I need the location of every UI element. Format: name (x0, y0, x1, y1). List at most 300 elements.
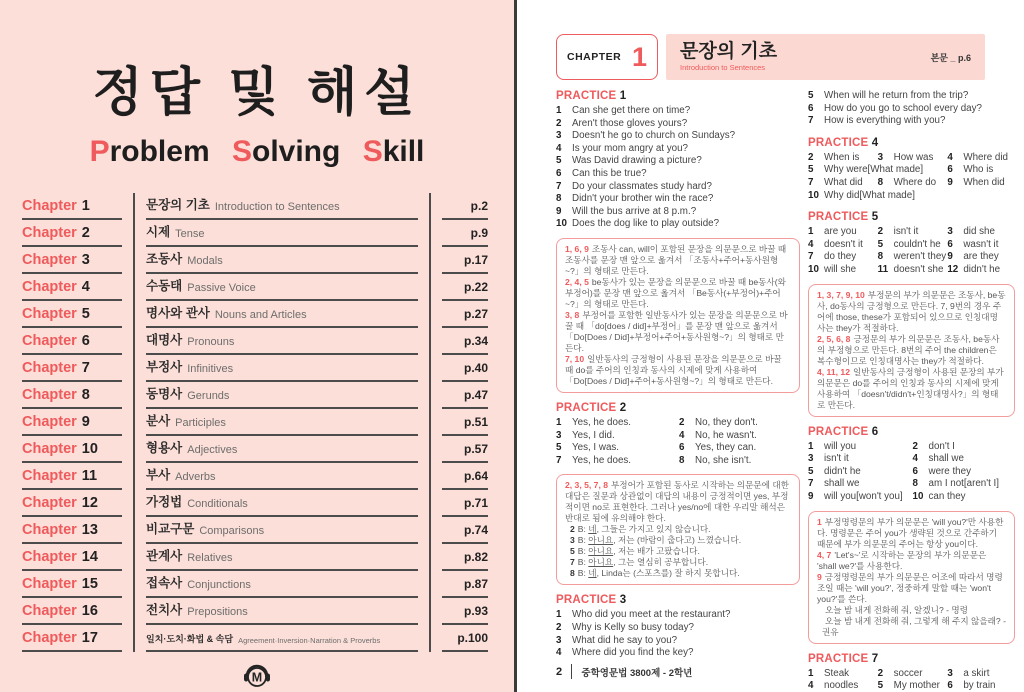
practice-1-heading: PRACTICE 1 (556, 90, 627, 102)
referenced-item-numbers: 1, 3, 7, 9, 10 (817, 289, 865, 300)
explanation-segments (817, 290, 1006, 411)
practice-4-answers (808, 152, 1015, 202)
answer-item (808, 226, 876, 239)
answer-number: 7 (808, 251, 814, 263)
toc-title-korean: 수동태 (146, 279, 183, 293)
toc-vertical-rule (429, 490, 431, 517)
answer-number: 4 (679, 429, 685, 441)
toc-page-cell: p.82 (442, 544, 488, 571)
answer-text: No, he wasn't. (695, 429, 757, 441)
underlined-word: 네 (588, 568, 597, 579)
answer-number: 9 (556, 205, 562, 217)
answer-number: 3 (556, 634, 562, 646)
toc-title-english: Adjectives (187, 444, 238, 456)
toc-page-cell: p.71 (442, 490, 488, 517)
answer-item (878, 239, 946, 252)
practice-6-section (808, 426, 1015, 504)
answer-number: 4 (808, 238, 814, 250)
toc-chapter-number: 9 (81, 414, 90, 430)
toc-title-cell (146, 247, 418, 274)
referenced-item-numbers: 2, 4, 5 (565, 276, 589, 287)
answer-text: Where did (963, 151, 1008, 163)
practice-3-section (556, 594, 800, 659)
answer-item (808, 264, 876, 277)
answer-item (947, 164, 1015, 177)
toc-vertical-rule (429, 625, 431, 652)
toc-vertical-rule (429, 409, 431, 436)
toc-chapter-label: Chapter (22, 333, 77, 349)
answer-text: a skirt (963, 667, 990, 679)
answer-item (679, 442, 800, 455)
toc-chapter-cell (22, 193, 122, 220)
practice-5-answers (808, 226, 1015, 276)
practice-1-answers (556, 105, 800, 231)
answer-text: Who did you meet at the restaurant? (572, 609, 731, 621)
answer-text: Can she get there on time? (572, 105, 691, 116)
toc-title-korean: 동명사 (146, 387, 183, 401)
answer-text: Will the bus arrive at 8 p.m.? (572, 205, 697, 217)
toc-vertical-rule (429, 328, 431, 355)
answer-number: 3 (877, 151, 884, 163)
answer-item (556, 193, 800, 206)
toc-row (22, 571, 488, 598)
explanation-segment (817, 334, 1006, 367)
series-title-initial: S (231, 135, 252, 168)
answer-text: How do you go to school every day? (824, 102, 982, 114)
footer-page-number: 2 (556, 665, 563, 678)
answer-item (947, 177, 1015, 190)
answer-text: do they (824, 251, 857, 263)
toc-chapter-number: 7 (81, 360, 90, 376)
answer-text: Where did you find the key? (572, 647, 694, 659)
answer-text: Yes, I did. (572, 429, 615, 441)
referenced-item-numbers: 9 (817, 571, 822, 582)
answer-number: 1 (808, 667, 814, 679)
series-title-rest: roblem (109, 135, 210, 168)
practice-2-answers (556, 417, 800, 467)
toc-title-english: Conjunctions (187, 579, 251, 591)
answer-number: 8 (556, 193, 562, 205)
answer-number: 6 (947, 238, 953, 250)
explanation-segment (565, 480, 791, 524)
answer-number: 8 (877, 176, 884, 188)
toc-vertical-rule (429, 247, 431, 274)
toc-chapter-label: Chapter (22, 252, 77, 268)
referenced-item-numbers: 2, 3, 5, 7, 8 (565, 480, 608, 491)
answer-number: 5 (556, 155, 562, 167)
toc-title-korean: 접속사 (146, 576, 183, 590)
toc-row (22, 355, 488, 382)
toc-vertical-rule (429, 571, 431, 598)
toc-chapter-number: 1 (81, 198, 90, 214)
answer-item (808, 466, 911, 479)
explanation-text: 긍정명령문의 부가 의문문은 어조에 따라서 명령조일 때는 'will you?', 정중하게 말할 때는 'won't you?'를 쓴다. (817, 571, 1003, 604)
toc-vertical-rule (429, 355, 431, 382)
toc-row (22, 436, 488, 463)
toc-vertical-rule (429, 463, 431, 490)
toc-chapter-label: Chapter (22, 279, 77, 295)
answer-number: 6 (947, 680, 953, 692)
answer-number: 4 (912, 453, 918, 465)
toc-chapter-number: 6 (81, 333, 90, 349)
toc-chapter-cell (22, 409, 122, 436)
answer-item (556, 181, 800, 194)
explanation-text: 부정문의 부가 의문문은 조동사, be동사, do동사의 긍정형으로 만든다. 7, 9번의 경우 주어에 those, these가 포함되어 있으므로 인칭대명사는 they가 적절하다. (817, 289, 1006, 333)
answer-number: 9 (947, 251, 953, 263)
toc-title-cell (146, 490, 418, 517)
toc-chapter-cell (22, 517, 122, 544)
answer-number: 2 (877, 667, 884, 679)
referenced-item-numbers: 1, 6, 9 (565, 243, 589, 254)
toc-row (22, 625, 488, 652)
toc-title-cell (146, 301, 418, 328)
practice-6-answers (808, 441, 1015, 504)
chapter-number: 1 (631, 41, 647, 72)
toc-vertical-rule (133, 625, 135, 652)
answer-text: doesn't she (893, 263, 944, 275)
toc-chapter-label: Chapter (22, 630, 77, 646)
answer-item (878, 264, 946, 277)
toc-title-korean: 가정법 (146, 495, 183, 509)
answer-item (556, 455, 677, 468)
answer-number: 5 (808, 465, 814, 477)
example-number: 5 (570, 546, 575, 557)
answer-number: 3 (556, 429, 562, 441)
explanation-text: 'Let's~'로 시작하는 문장의 부가 의문문은 'shall we?'를 사용한다. (817, 549, 987, 571)
textbook-page-reference: 본문 _ p.6 (930, 52, 971, 63)
toc-vertical-rule (429, 220, 431, 247)
answer-number: 2 (679, 416, 685, 428)
answer-text: are they (963, 251, 999, 263)
toc-vertical-rule (429, 382, 431, 409)
toc-chapter-cell (22, 247, 122, 274)
toc-chapter-cell (22, 571, 122, 598)
answer-text: Why were[What made] (824, 164, 924, 176)
toc-title-english: Agreement·Inversion·Narration & Proverbs (238, 636, 381, 645)
answer-item (679, 417, 800, 430)
answer-text: Yes, he does. (572, 454, 632, 466)
toc-row (22, 544, 488, 571)
answer-item (878, 226, 946, 239)
toc-title-cell (146, 355, 418, 382)
answer-number: 1 (556, 105, 562, 116)
explanation-segments (817, 517, 1006, 605)
answer-item (808, 478, 911, 491)
answer-number: 5 (877, 680, 884, 692)
toc-title-cell (146, 544, 418, 571)
toc-page-cell: p.27 (442, 301, 488, 328)
example-lines (817, 605, 1006, 638)
answer-number: 2 (877, 226, 884, 238)
answer-text: did she (963, 226, 995, 238)
toc-vertical-rule (133, 355, 135, 382)
answer-number: 8 (912, 478, 918, 490)
answer-text: Yes, he does. (572, 416, 632, 428)
toc-title-cell (146, 409, 418, 436)
answer-text: Do your classmates study hard? (572, 180, 712, 192)
answer-text: Why is Kelly so busy today? (572, 621, 694, 633)
toc-chapter-cell (22, 301, 122, 328)
toc-row (22, 328, 488, 355)
toc-chapter-number: 17 (81, 630, 98, 646)
toc-title-english: Passive Voice (187, 282, 256, 294)
toc-chapter-label: Chapter (22, 468, 77, 484)
practice-5-section (808, 211, 1015, 276)
example-number: 8 (570, 568, 575, 579)
toc-vertical-rule (133, 220, 135, 247)
example-number: 2 (570, 524, 575, 535)
toc-chapter-number: 3 (81, 252, 90, 268)
toc-vertical-rule (133, 409, 135, 436)
series-title-word (90, 135, 210, 168)
referenced-item-numbers: 7, 10 (565, 353, 585, 364)
toc-chapter-cell (22, 463, 122, 490)
answer-number: 7 (808, 115, 814, 127)
answer-text: When is (824, 151, 860, 163)
toc-row (22, 301, 488, 328)
chapter-title-bar (666, 34, 985, 80)
explanation-text: be동사가 있는 문장을 의문문으로 바꿀 때 be동사(와 부정어)를 문장 맨 앞으로 옮겨서 「Be동사(+부정어)+주어~?」의 형태로 만든다. (565, 276, 786, 309)
answer-text: will she (824, 263, 857, 275)
toc-vertical-rule (133, 517, 135, 544)
toc-title-cell (146, 625, 418, 652)
answer-text: My mother (893, 680, 940, 692)
answer-item (808, 453, 911, 466)
practice-2-section (556, 402, 800, 467)
answer-text: Who is (963, 164, 994, 176)
answer-number: 4 (556, 142, 562, 154)
answer-item (679, 455, 800, 468)
answer-item (808, 668, 876, 681)
answer-text: soccer (893, 667, 923, 679)
toc-chapter-cell (22, 598, 122, 625)
toc-page-cell: p.47 (442, 382, 488, 409)
toc-title-english: Introduction to Sentences (214, 201, 340, 213)
toc-page-cell: p.57 (442, 436, 488, 463)
answer-number: 8 (679, 454, 685, 466)
toc-row (22, 274, 488, 301)
answer-text: Can this be true? (572, 167, 647, 179)
toc-chapter-number: 11 (81, 468, 98, 484)
answer-number: 7 (556, 180, 562, 192)
toc-chapter-cell (22, 382, 122, 409)
answer-text: can they (928, 490, 966, 502)
chapter-header (556, 34, 1015, 80)
toc-title-english: Nouns and Articles (214, 309, 307, 321)
toc-vertical-rule (133, 193, 135, 220)
answer-text: shall we (824, 478, 860, 490)
answer-item (808, 90, 1015, 103)
toc-title-english: Comparisons (199, 525, 265, 537)
chapter-label: CHAPTER (567, 51, 622, 63)
answer-item (556, 442, 677, 455)
toc-title-korean: 일치·도치·화법 & 속담 (146, 634, 234, 644)
answer-number: 1 (556, 416, 562, 428)
toc-title-korean: 분사 (146, 414, 171, 428)
answer-number: 10 (808, 189, 819, 201)
answer-item (808, 239, 876, 252)
answer-item (556, 635, 800, 648)
toc-title-english: Infinitives (187, 363, 234, 375)
toc-vertical-rule (133, 436, 135, 463)
answer-item (808, 251, 876, 264)
practice-2-heading: PRACTICE 2 (556, 401, 627, 414)
answer-number: 2 (556, 117, 562, 129)
toc-page-cell: p.100 (442, 625, 488, 652)
answer-text: couldn't he (893, 238, 941, 250)
table-of-contents (22, 193, 488, 652)
answer-text: were they (928, 465, 971, 477)
answer-item (878, 680, 946, 692)
answer-item (808, 441, 911, 454)
answer-number: 11 (877, 263, 889, 275)
toc-vertical-rule (133, 328, 135, 355)
answer-item (556, 143, 800, 156)
toc-page-cell: p.17 (442, 247, 488, 274)
toc-title-english: Tense (175, 228, 205, 240)
answer-text: by train (963, 680, 996, 692)
toc-chapter-cell (22, 625, 122, 652)
answer-number: 1 (808, 226, 814, 238)
answer-text: wasn't it (963, 238, 999, 250)
toc-chapter-label: Chapter (22, 414, 77, 430)
toc-title-korean: 부사 (146, 468, 171, 482)
answer-item (808, 103, 1015, 116)
toc-vertical-rule (133, 301, 135, 328)
toc-vertical-rule (429, 193, 431, 220)
explanation-segment (565, 277, 791, 310)
answer-item (913, 491, 1016, 504)
answer-number: 4 (556, 647, 562, 659)
answer-number: 8 (877, 251, 884, 263)
answer-text: weren't they (893, 251, 947, 263)
explanation-segment (565, 354, 791, 387)
answer-text: isn't it (824, 453, 849, 465)
toc-page-cell: p.51 (442, 409, 488, 436)
referenced-item-numbers: 1 (817, 516, 822, 527)
answer-item (947, 668, 1015, 681)
explanation-segment (817, 367, 1006, 411)
answer-number: 6 (947, 164, 953, 176)
explanation-box-3 (808, 284, 1015, 417)
chapter-box (556, 34, 658, 80)
explanation-text: 조동사 can, will이 포함된 문장을 의문문으로 바꿀 때 조동사를 문장 맨 앞으로 옮겨서 「조동사+주어+동사원형~?」의 형태로 만든다. (565, 243, 787, 276)
toc-vertical-rule (429, 544, 431, 571)
toc-chapter-number: 8 (81, 387, 90, 403)
example-line: 오늘 밤 내게 전화해 줘, 알겠니? - 명령 (825, 604, 968, 615)
answer-number: 3 (808, 453, 814, 465)
toc-title-korean: 비교구문 (146, 522, 195, 536)
answer-text: didn't he (824, 465, 861, 477)
svg-text:M: M (251, 670, 263, 685)
answer-item (556, 155, 800, 168)
right-column (808, 90, 1015, 692)
answer-number: 2 (556, 621, 562, 633)
toc-page-cell: p.40 (442, 355, 488, 382)
answer-item (556, 206, 800, 219)
answer-number: 7 (808, 176, 814, 188)
answer-text: Aren't those gloves yours? (572, 117, 688, 129)
series-title-word (232, 135, 340, 168)
answer-number: 3 (556, 130, 562, 142)
answer-item (556, 130, 800, 143)
practice-6-heading: PRACTICE 6 (808, 425, 879, 438)
answer-text: Why did[What made] (824, 189, 915, 201)
underlined-word: 아니요 (588, 546, 614, 557)
answer-number: 7 (808, 478, 814, 490)
example-line: 2 B: 네, 그들은 가지고 있지 않습니다. (570, 524, 711, 535)
example-line: 5 B: 아니요, 저는 배가 고팠습니다. (570, 546, 700, 557)
toc-page-cell: p.74 (442, 517, 488, 544)
practice-4-section (808, 137, 1015, 202)
toc-title-korean: 형용사 (146, 441, 183, 455)
answer-number: 3 (947, 667, 953, 679)
toc-chapter-number: 4 (81, 279, 90, 295)
answer-text: No, they don't. (695, 416, 758, 428)
answers-title: 정답 및 해설 (92, 64, 422, 122)
answer-number: 6 (808, 102, 814, 114)
answer-number: 4 (808, 680, 814, 692)
page-footer (556, 664, 692, 679)
toc-row (22, 490, 488, 517)
answer-item (808, 177, 876, 190)
toc-title-cell (146, 193, 418, 220)
toc-title-english: Relatives (187, 552, 233, 564)
answer-number: 1 (556, 609, 562, 621)
practice-5-heading: PRACTICE 5 (808, 211, 879, 224)
toc-chapter-number: 5 (81, 306, 90, 322)
toc-title-cell (146, 274, 418, 301)
toc-row (22, 220, 488, 247)
answer-item (808, 491, 911, 504)
toc-vertical-rule (429, 301, 431, 328)
answer-number: 10 (556, 218, 567, 230)
toc-page-cell: p.34 (442, 328, 488, 355)
answer-text: When will he return from the trip? (824, 90, 969, 101)
headphone-m-icon (239, 661, 275, 691)
chapter-title-korean: 문장의 기초 (680, 41, 778, 62)
answer-text: What did (824, 176, 863, 188)
toc-page-cell: p.9 (442, 220, 488, 247)
answer-item (556, 647, 800, 660)
answer-number: 12 (947, 263, 959, 275)
toc-vertical-rule (133, 463, 135, 490)
answer-item (556, 168, 800, 181)
answer-text: Yes, I was. (572, 442, 620, 454)
example-line: 7 B: 아니요, 그는 열심히 공부합니다. (570, 557, 709, 568)
practice-7-section (808, 653, 1015, 692)
answer-number: 7 (556, 454, 562, 466)
toc-title-english: Prepositions (187, 606, 248, 618)
example-line: 3 B: 아니요, 저는 (바람이 춥다고) 느꼈습니다. (570, 535, 742, 546)
answer-item (947, 680, 1015, 692)
answer-item (878, 177, 946, 190)
practice-3-heading: PRACTICE 3 (556, 594, 627, 607)
toc-page-cell: p.93 (442, 598, 488, 625)
series-title-initial: S (362, 135, 383, 168)
toc-chapter-label: Chapter (22, 198, 77, 214)
answer-number: 9 (947, 176, 953, 188)
toc-title-english: Conditionals (187, 498, 248, 510)
answer-item (556, 622, 800, 635)
toc-chapter-label: Chapter (22, 603, 77, 619)
explanation-text: 부정어가 포함된 동사로 시작하는 의문문에 대한 대답은 질문과 상관없이 대답의 내용이 긍정적이면 yes, 부정적이면 no로 표현한다. 그러나 yes/no에 대한 우리말 해석은 반대로 됨에 유의해야 한다. (565, 480, 789, 524)
answer-number: 5 (808, 164, 814, 176)
answer-number: 5 (808, 90, 814, 101)
toc-title-english: Participles (175, 417, 226, 429)
series-title-initial: P (89, 135, 110, 168)
answer-item (808, 115, 1015, 128)
